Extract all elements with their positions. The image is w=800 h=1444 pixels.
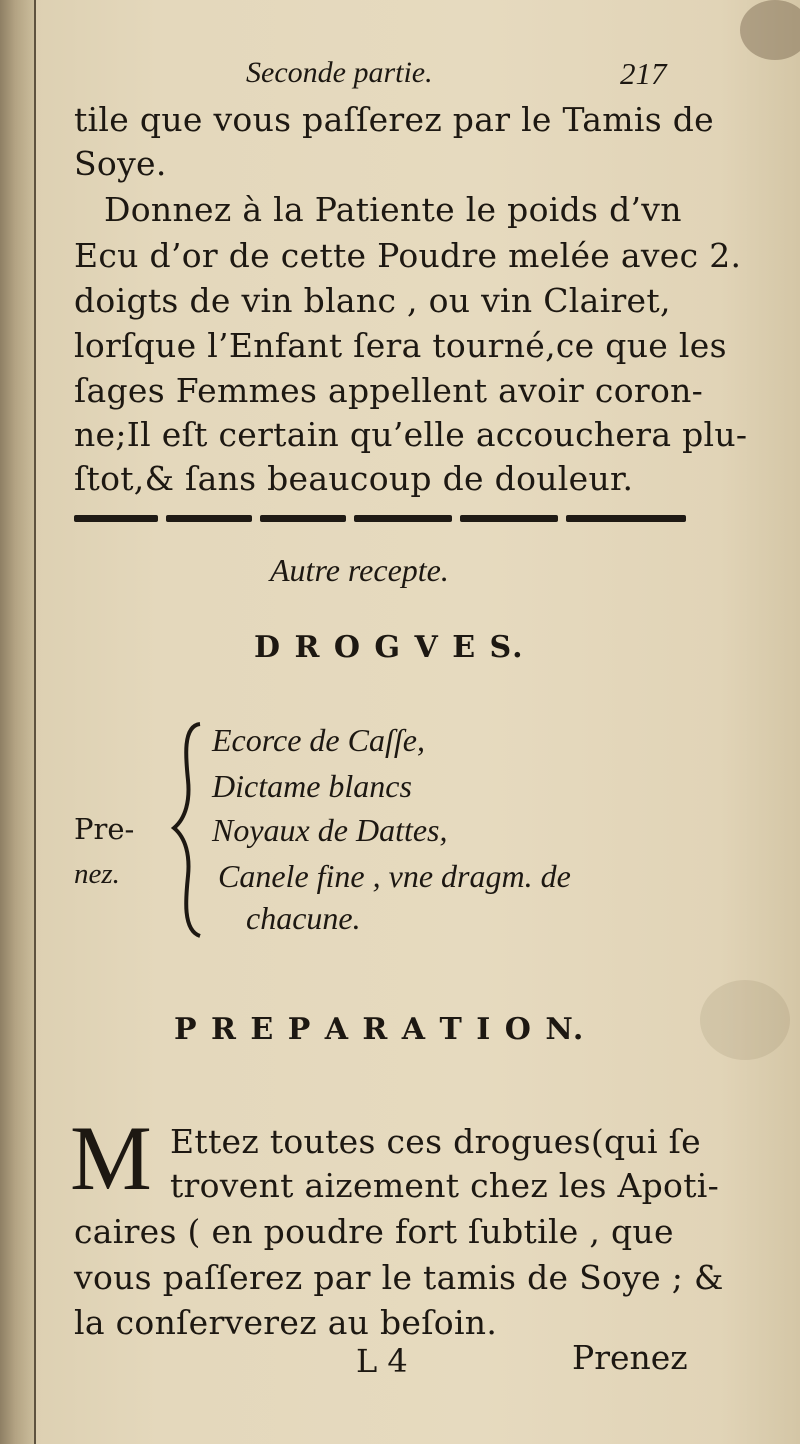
text-line: trovent aizement chez les Apoti- <box>170 1166 720 1205</box>
page-number: 217 <box>620 56 667 91</box>
ingredient-item: Dictame blancs <box>212 768 412 804</box>
corner-stain <box>740 0 800 60</box>
ornamental-rule-segment <box>460 515 558 522</box>
preparation-heading: P R E P A R A T I O N. <box>174 1012 586 1047</box>
book-gutter <box>0 0 36 1444</box>
text-line: Ettez toutes ces drogues(qui ſe <box>170 1122 701 1161</box>
text-line: Ecu d’or de cette Poudre melée avec 2. <box>74 236 742 275</box>
text-line: ſtot,& ſans beaucoup de douleur. <box>74 459 634 498</box>
catchword: Prenez <box>572 1338 688 1377</box>
text-line: Donnez à la Patiente le poids d’vn <box>104 190 682 229</box>
prescription-label: nez. <box>74 858 120 890</box>
text-line: doigts de vin blanc , ou vin Clairet, <box>74 281 671 320</box>
text-line: ne;Il eſt certain qu’elle accouchera plu- <box>74 415 748 454</box>
curly-brace-icon <box>168 720 208 940</box>
ingredient-item: Canele fine , vne dragm. de <box>218 858 571 894</box>
ornamental-rule-segment <box>166 515 252 522</box>
section-title: Autre recepte. <box>270 552 449 588</box>
text-line: la conſerverez au beſoin. <box>74 1303 498 1342</box>
ingredient-item: Ecorce de Caſſe, <box>212 722 425 758</box>
text-line: Soye. <box>74 144 167 183</box>
ornamental-rule-segment <box>260 515 346 522</box>
text-line: vous paſſerez par le tamis de Soye ; & <box>74 1258 724 1297</box>
text-line: ſages Femmes appellent avoir coron- <box>74 371 704 410</box>
ornamental-rule-segment <box>354 515 452 522</box>
prescription-label: Pre- <box>74 812 135 846</box>
drugs-heading: D R O G V E S. <box>254 630 525 665</box>
drop-cap: M <box>70 1107 152 1209</box>
text-line: lorſque l’Enfant ſera tourné,ce que les <box>74 326 727 365</box>
running-title: Seconde partie. <box>246 56 433 89</box>
ornamental-rule-segment <box>566 515 686 522</box>
text-line: caires ( en poudre fort ſubtile , que <box>74 1212 674 1251</box>
text-line: tile que vous paſſerez par le Tamis de <box>74 100 714 139</box>
ingredient-item: Noyaux de Dattes, <box>212 812 448 848</box>
ornamental-rule-segment <box>74 515 158 522</box>
signature-mark: L 4 <box>356 1342 408 1380</box>
foxing-spot <box>700 980 790 1060</box>
ingredient-item: chacune. <box>246 900 361 936</box>
